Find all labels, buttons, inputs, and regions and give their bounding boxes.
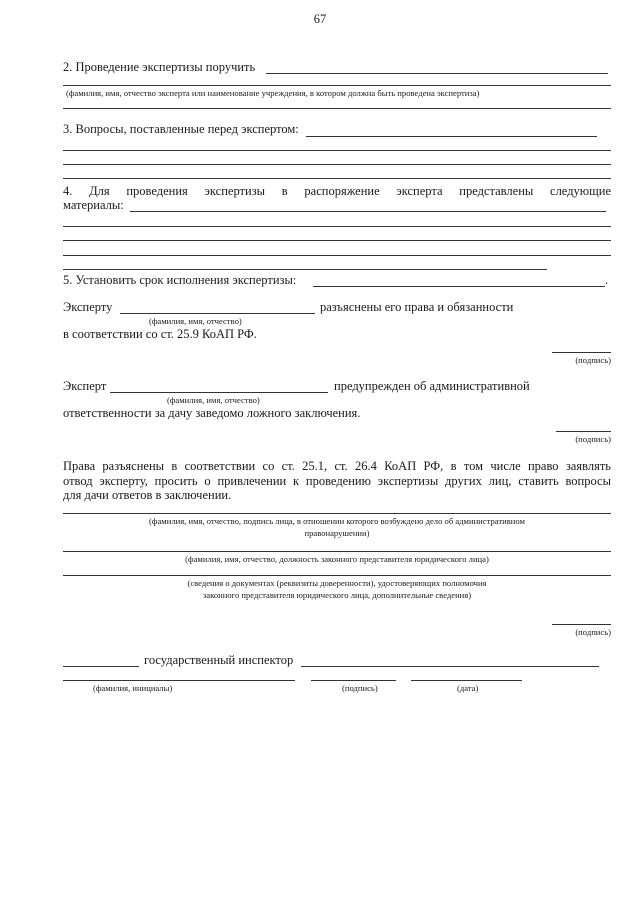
rights-paragraph-line-2: отвод эксперту, просить о привлечении к проведению экспертизы других лиц, ставить вопросы (63, 474, 611, 488)
page-number: 67 (313, 12, 327, 26)
questions-field-3[interactable] (63, 164, 611, 165)
materials-field-5[interactable] (63, 269, 547, 270)
section-4-line-1: 4. Для проведения экспертизы в распоряжение эксперта представлены следующие (63, 184, 611, 198)
person-caption-line-1: (фамилия, имя, отчество, подпись лица, в отношении которого возбуждено дело об административном (149, 516, 525, 526)
inspector-date-field[interactable] (411, 680, 522, 681)
section-5-end-dot: . (605, 273, 609, 287)
materials-field-2[interactable] (63, 226, 611, 227)
person-caption-line-2: правонарушении) (304, 528, 370, 538)
inspector-signature-caption: (подпись) (342, 683, 378, 693)
expert-warned-caption: (фамилия, имя, отчество) (167, 395, 260, 405)
section-3-label: 3. Вопросы, поставленные перед экспертом: (63, 122, 299, 136)
expert-rights-prefix: Эксперту (63, 300, 113, 314)
inspector-signature-field[interactable] (311, 680, 396, 681)
materials-field-4[interactable] (63, 255, 611, 256)
expert-warned-suffix: предупрежден об административной (334, 379, 530, 393)
expert-rights-line-2: в соответствии со ст. 25.9 КоАП РФ. (63, 327, 257, 341)
expert-warned-name-field[interactable] (110, 392, 328, 393)
section-2-caption: (фамилия, имя, отчество эксперта или наименование учреждения, в котором должна быть проведена экспертиза) (66, 88, 480, 98)
questions-field-4[interactable] (63, 178, 611, 179)
expert-rights-caption: (фамилия, имя, отчество) (149, 316, 242, 326)
signature-caption-3: (подпись) (575, 627, 611, 637)
signature-field-3[interactable] (552, 624, 611, 625)
deadline-field[interactable] (313, 286, 605, 287)
documents-field[interactable] (63, 575, 611, 576)
section-5-label: 5. Установить срок исполнения экспертизы: (63, 273, 297, 287)
signature-caption-1: (подпись) (575, 355, 611, 365)
signature-field-1[interactable] (552, 352, 611, 353)
questions-field[interactable] (306, 136, 597, 137)
expert-rights-suffix: разъяснены его права и обязанности (320, 300, 514, 314)
inspector-prefix-field[interactable] (63, 666, 139, 667)
questions-field-2[interactable] (63, 150, 611, 151)
section-4-line-2: материалы: (63, 198, 124, 212)
materials-field-3[interactable] (63, 240, 611, 241)
expert-warned-line-2: ответственности за дачу заведомо ложного заключения. (63, 406, 361, 420)
representative-caption: (фамилия, имя, отчество, должность законного представителя юридического лица) (185, 554, 489, 564)
inspector-name-caption: (фамилия, инициалы) (93, 683, 173, 693)
section-2-extra-line[interactable] (63, 108, 611, 109)
person-signature-field[interactable] (63, 513, 611, 514)
signature-field-2[interactable] (556, 431, 611, 432)
inspector-date-caption: (дата) (457, 683, 479, 693)
rights-paragraph-line-1: Права разъяснены в соответствии со ст. 25.1, ст. 26.4 КоАП РФ, в том числе право заявлять (63, 459, 611, 473)
documents-caption-line-2: законного представителя юридического лица, дополнительные сведения) (202, 590, 472, 600)
expert-warned-prefix: Эксперт (63, 379, 107, 393)
documents-caption-line-1: (сведения о документах (реквизиты доверенности), удостоверяющих полномочия (187, 578, 487, 588)
rights-paragraph-line-3: для дачи ответов в заключении. (63, 488, 232, 502)
inspector-name-field[interactable] (301, 666, 599, 667)
inspector-label: государственный инспектор (144, 653, 294, 667)
representative-field[interactable] (63, 551, 611, 552)
materials-field[interactable] (130, 211, 606, 212)
signature-caption-2: (подпись) (575, 434, 611, 444)
expert-assignee-field-2[interactable] (63, 85, 611, 86)
inspector-initials-field[interactable] (63, 680, 295, 681)
expert-assignee-field[interactable] (266, 73, 608, 74)
expert-rights-name-field[interactable] (120, 313, 315, 314)
section-2-label: 2. Проведение экспертизы поручить (63, 60, 256, 74)
